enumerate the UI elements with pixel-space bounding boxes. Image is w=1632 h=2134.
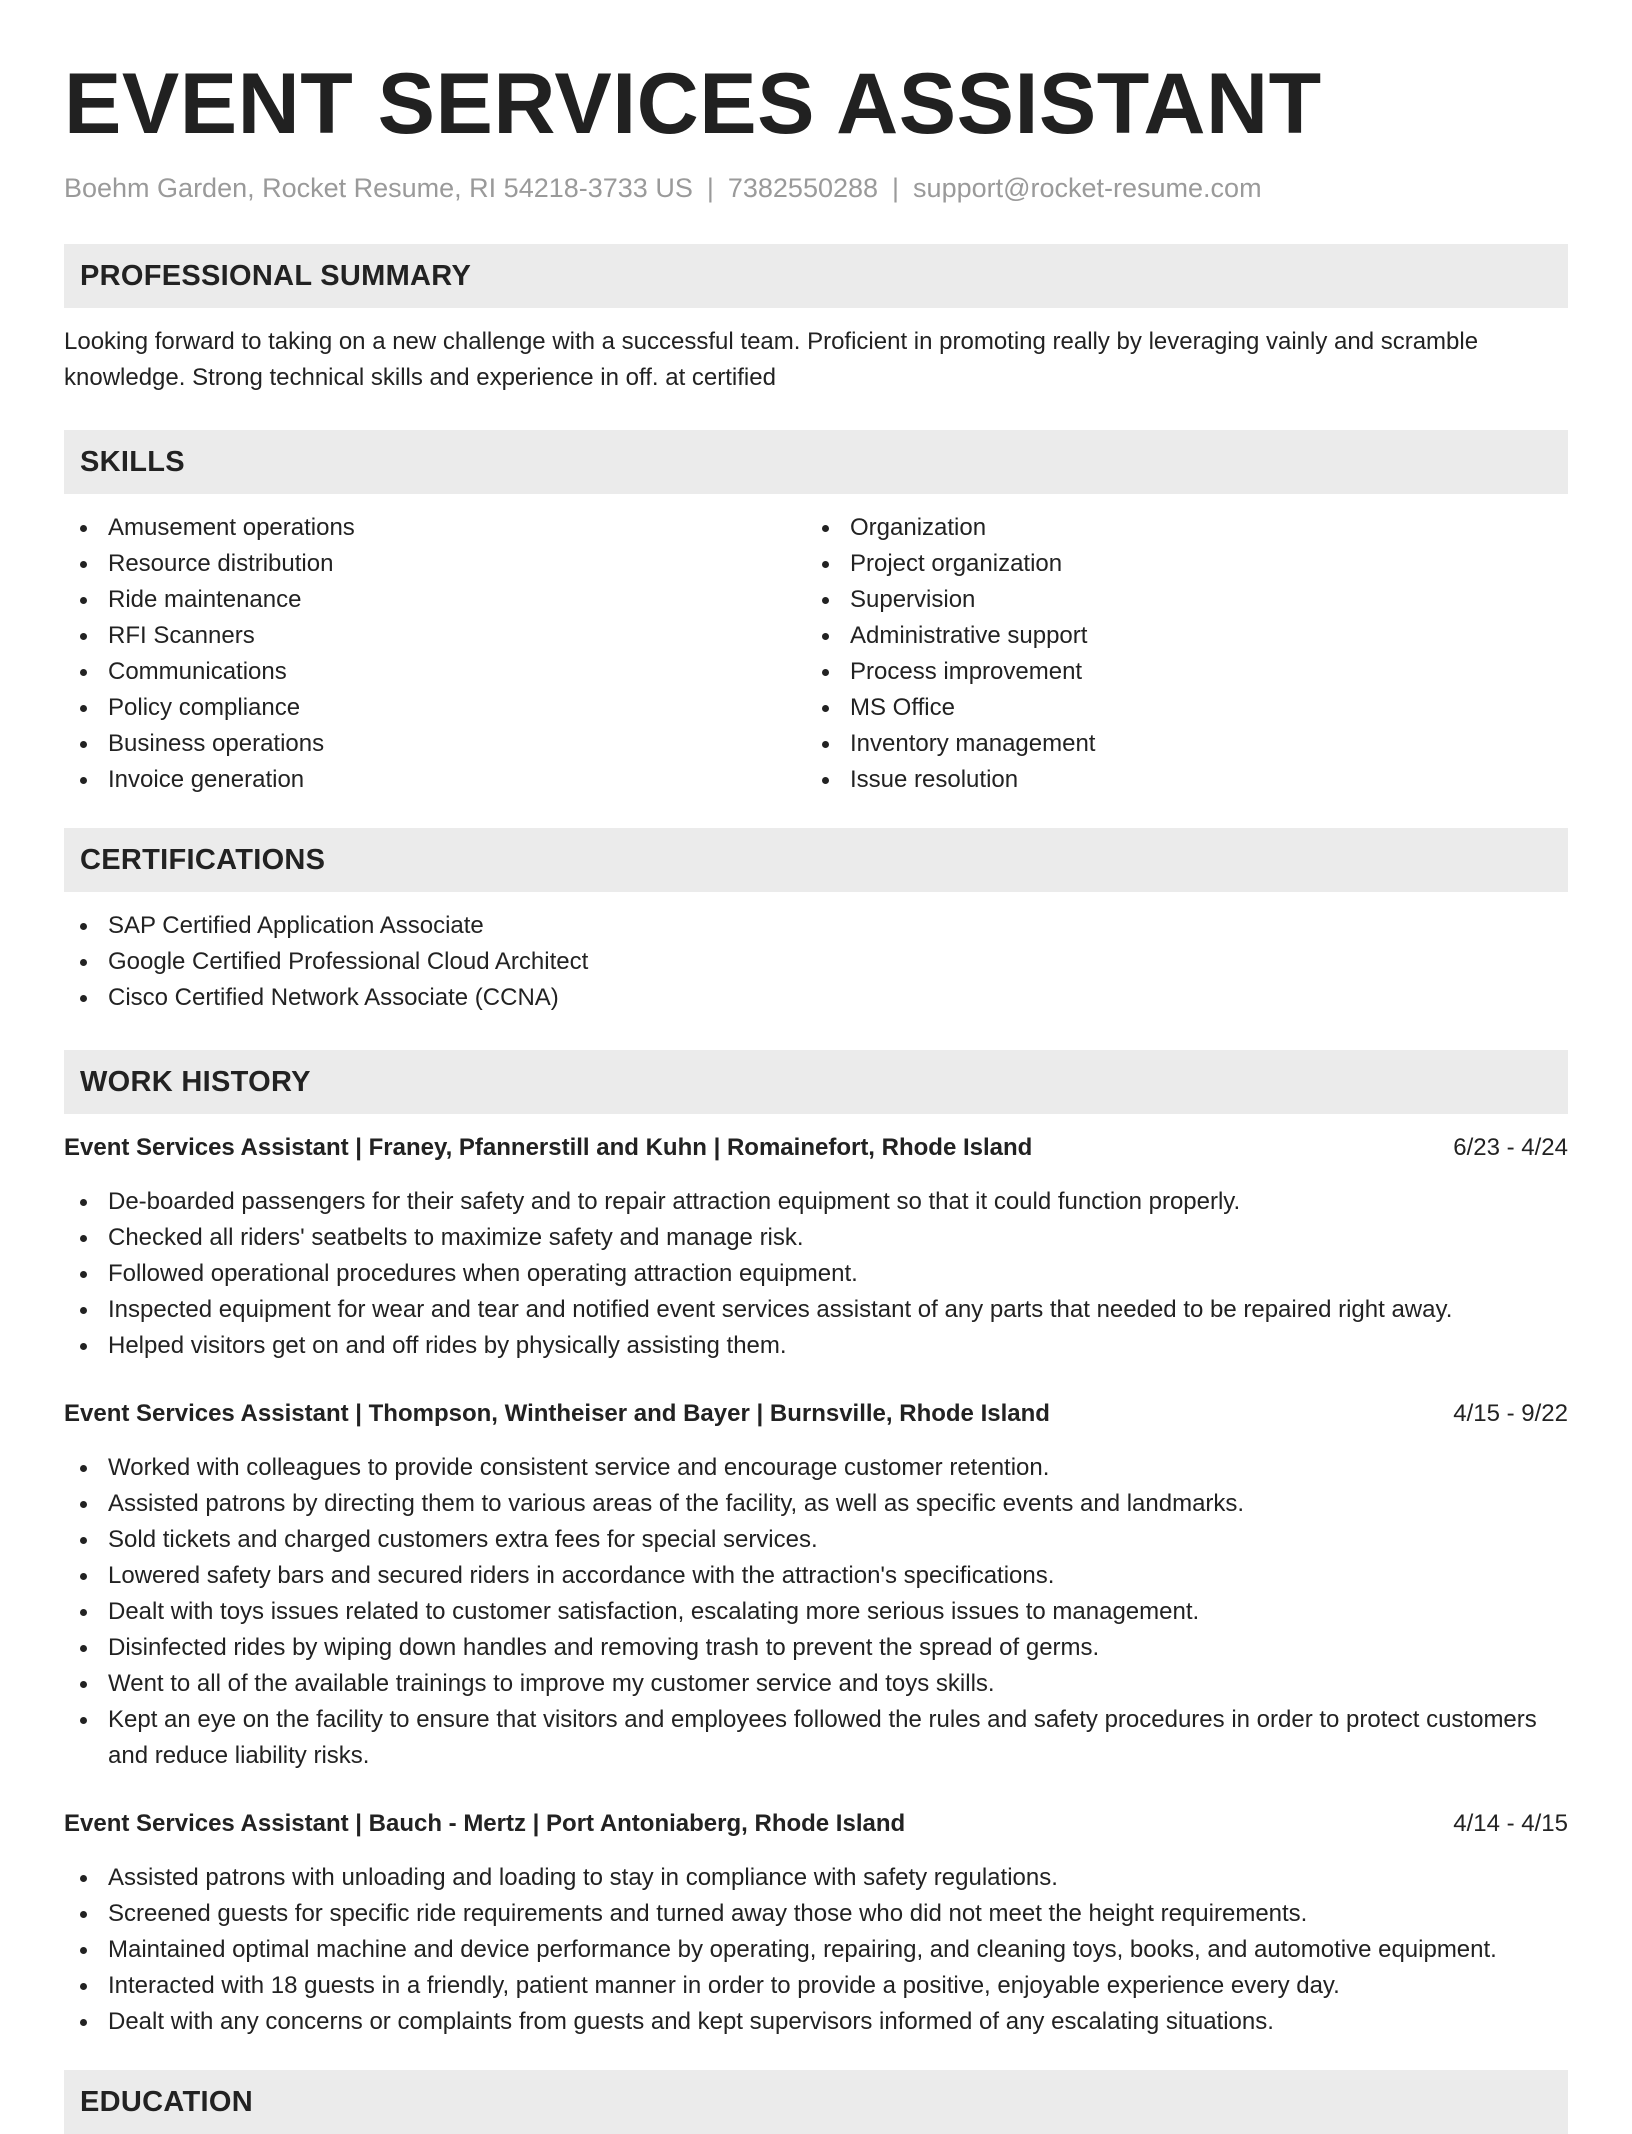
job-bullets bbox=[64, 1184, 1568, 1364]
job-bullet: Assisted patrons by directing them to various areas of the facility, as well as specific events and landmarks. bbox=[64, 1486, 1568, 1522]
job-bullet: Dealt with toys issues related to customer satisfaction, escalating more serious issues to management. bbox=[64, 1594, 1568, 1630]
job-bullet: Screened guests for specific ride requirements and turned away those who did not meet the height requirements. bbox=[64, 1896, 1568, 1932]
job-bullet: Went to all of the available trainings to improve my customer service and toys skills. bbox=[64, 1666, 1568, 1702]
job-bullet: Maintained optimal machine and device performance by operating, repairing, and cleaning toys, books, and automotive equipment. bbox=[64, 1932, 1568, 1968]
section-header-certifications: CERTIFICATIONS bbox=[64, 828, 1568, 892]
job-entry bbox=[64, 1806, 1568, 2040]
skills-grid bbox=[64, 510, 1568, 798]
section-header-summary: PROFESSIONAL SUMMARY bbox=[64, 244, 1568, 308]
skill-item: Business operations bbox=[64, 726, 806, 762]
skill-item: Process improvement bbox=[806, 654, 1548, 690]
contact-phone: 7382550288 bbox=[727, 173, 879, 203]
job-bullet: Inspected equipment for wear and tear and notified event services assistant of any parts that needed to be repaired right away. bbox=[64, 1292, 1568, 1328]
skill-item: Project organization bbox=[806, 546, 1548, 582]
job-dates: 6/23 - 4/24 bbox=[1453, 1134, 1568, 1161]
job-bullet: Interacted with 18 guests in a friendly, patient manner in order to provide a positive, enjoyable experience every day. bbox=[64, 1968, 1568, 2004]
skill-item: Inventory management bbox=[806, 726, 1548, 762]
contact-separator: | bbox=[706, 173, 714, 203]
job-bullets bbox=[64, 1860, 1568, 2040]
skill-item: Ride maintenance bbox=[64, 582, 806, 618]
job-entry bbox=[64, 1130, 1568, 1364]
job-bullet: Helped visitors get on and off rides by physically assisting them. bbox=[64, 1328, 1568, 1364]
skills-column-right bbox=[806, 510, 1548, 798]
skill-item: Supervision bbox=[806, 582, 1548, 618]
job-bullet: Followed operational procedures when operating attraction equipment. bbox=[64, 1256, 1568, 1292]
contact-email: support@rocket-resume.com bbox=[913, 173, 1262, 203]
skill-item: Organization bbox=[806, 510, 1548, 546]
job-dates: 4/14 - 4/15 bbox=[1453, 1810, 1568, 1837]
job-dates: 4/15 - 9/22 bbox=[1453, 1400, 1568, 1427]
skill-item: Policy compliance bbox=[64, 690, 806, 726]
job-bullet: Disinfected rides by wiping down handles and removing trash to prevent the spread of germs. bbox=[64, 1630, 1568, 1666]
skill-item: MS Office bbox=[806, 690, 1548, 726]
skill-item: Resource distribution bbox=[64, 546, 806, 582]
certification-item: SAP Certified Application Associate bbox=[64, 908, 1568, 944]
skills-column-left bbox=[64, 510, 806, 798]
contact-address: Boehm Garden, Rocket Resume, RI 54218-3733 US bbox=[64, 173, 693, 203]
contact-separator: | bbox=[892, 173, 900, 203]
job-bullet: Checked all riders' seatbelts to maximize safety and manage risk. bbox=[64, 1220, 1568, 1256]
resume-title: EVENT SERVICES ASSISTANT bbox=[64, 56, 1322, 152]
job-bullet: Sold tickets and charged customers extra fees for special services. bbox=[64, 1522, 1568, 1558]
skill-item: Issue resolution bbox=[806, 762, 1548, 798]
job-bullet: Kept an eye on the facility to ensure that visitors and employees followed the rules and safety procedures in order to protect customers and reduce liability risks. bbox=[64, 1702, 1568, 1774]
skill-item: Administrative support bbox=[806, 618, 1548, 654]
job-title: Event Services Assistant | Bauch - Mertz | Port Antoniaberg, Rhode Island bbox=[64, 1810, 906, 1837]
job-bullet: Dealt with any concerns or complaints from guests and kept supervisors informed of any escalating situations. bbox=[64, 2004, 1568, 2040]
job-header bbox=[64, 1130, 1568, 1166]
certification-item: Google Certified Professional Cloud Architect bbox=[64, 944, 1568, 980]
job-bullets bbox=[64, 1450, 1568, 1774]
skill-item: Amusement operations bbox=[64, 510, 806, 546]
contact-line bbox=[64, 170, 1568, 206]
job-bullet: Lowered safety bars and secured riders in accordance with the attraction's specifications. bbox=[64, 1558, 1568, 1594]
skill-item: Communications bbox=[64, 654, 806, 690]
section-header-education: EDUCATION bbox=[64, 2070, 1568, 2134]
summary-text: Looking forward to taking on a new challenge with a successful team. Proficient in promoting really by leveraging vainly and scramble knowledge. Strong technical skills and experience in off. at certified bbox=[64, 328, 1479, 391]
job-header bbox=[64, 1806, 1568, 1842]
job-bullet: De-boarded passengers for their safety and to repair attraction equipment so that it could function properly. bbox=[64, 1184, 1568, 1220]
job-bullet: Assisted patrons with unloading and loading to stay in compliance with safety regulations. bbox=[64, 1860, 1568, 1896]
section-header-work-history: WORK HISTORY bbox=[64, 1050, 1568, 1114]
job-title: Event Services Assistant | Thompson, Wintheiser and Bayer | Burnsville, Rhode Island bbox=[64, 1400, 1050, 1427]
job-entry bbox=[64, 1396, 1568, 1774]
job-header bbox=[64, 1396, 1568, 1432]
skill-item: RFI Scanners bbox=[64, 618, 806, 654]
certification-item: Cisco Certified Network Associate (CCNA) bbox=[64, 980, 1568, 1016]
job-bullet: Worked with colleagues to provide consistent service and encourage customer retention. bbox=[64, 1450, 1568, 1486]
section-header-skills: SKILLS bbox=[64, 430, 1568, 494]
skill-item: Invoice generation bbox=[64, 762, 806, 798]
job-title: Event Services Assistant | Franey, Pfannerstill and Kuhn | Romainefort, Rhode Island bbox=[64, 1134, 1033, 1161]
certifications-list bbox=[64, 908, 1568, 1016]
